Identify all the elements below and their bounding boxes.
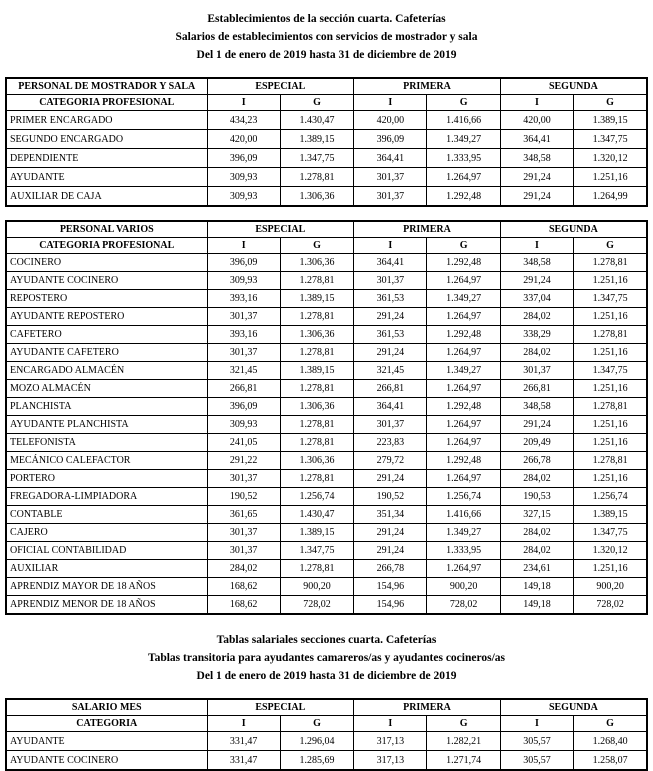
value-cell: 420,00: [354, 111, 427, 130]
row-label: AUXILIAR DE CAJA: [6, 187, 207, 207]
value-cell: 364,41: [354, 149, 427, 168]
table-row: [6, 732, 647, 751]
value-cell: 1.268,40: [574, 732, 647, 751]
doc-title-line-2: Tablas transitoria para ayudantes camareros/as y ayudantes cocineros/as: [147, 652, 506, 664]
value-cell: 1.278,81: [280, 344, 353, 362]
col-header-i: I: [354, 238, 427, 254]
value-cell: 190,53: [500, 488, 573, 506]
value-cell: 1.347,75: [574, 130, 647, 149]
value-cell: 1.251,16: [574, 344, 647, 362]
value-cell: 301,37: [354, 416, 427, 434]
value-cell: 1.349,27: [427, 130, 500, 149]
value-cell: 1.251,16: [574, 380, 647, 398]
value-cell: 190,52: [354, 488, 427, 506]
value-cell: 1.256,74: [427, 488, 500, 506]
col-header-i: I: [207, 95, 280, 111]
col-header-g: G: [574, 238, 647, 254]
table-row: [6, 130, 647, 149]
table-row: [6, 308, 647, 326]
row-label: PLANCHISTA: [6, 398, 207, 416]
row-label: AYUDANTE: [6, 732, 207, 751]
value-cell: 364,41: [500, 130, 573, 149]
value-cell: 1.292,48: [427, 452, 500, 470]
value-cell: 149,18: [500, 578, 573, 596]
subcolumn-header-row: [6, 716, 647, 732]
value-cell: 1.251,16: [574, 416, 647, 434]
value-cell: 1.389,15: [280, 524, 353, 542]
value-cell: 361,53: [354, 290, 427, 308]
subcolumn-header-row: [6, 95, 647, 111]
col-header-g: G: [427, 95, 500, 111]
value-cell: 1.278,81: [280, 168, 353, 187]
col-header-i: I: [500, 716, 573, 732]
value-cell: 1.251,16: [574, 470, 647, 488]
value-cell: 291,24: [354, 308, 427, 326]
group-header-especial: ESPECIAL: [207, 699, 354, 716]
table-row: [6, 488, 647, 506]
category-column-header: CATEGORIA: [6, 716, 207, 732]
value-cell: 1.264,97: [427, 308, 500, 326]
value-cell: 1.264,97: [427, 272, 500, 290]
value-cell: 1.256,74: [574, 488, 647, 506]
table-title-header: PERSONAL VARIOS: [6, 221, 207, 238]
row-label: MECÁNICO CALEFACTOR: [6, 452, 207, 470]
value-cell: 301,37: [354, 168, 427, 187]
table-row: [6, 111, 647, 130]
value-cell: 1.349,27: [427, 362, 500, 380]
row-label: PORTERO: [6, 470, 207, 488]
value-cell: 327,15: [500, 506, 573, 524]
group-header-row: [6, 699, 647, 716]
doc-title-line-3: Del 1 de enero de 2019 hasta 31 de diciembre de 2019: [196, 670, 457, 682]
value-cell: 1.264,97: [427, 560, 500, 578]
value-cell: 266,78: [354, 560, 427, 578]
table-row: [6, 187, 647, 207]
table-row: [6, 560, 647, 578]
table-row: [6, 272, 647, 290]
value-cell: 728,02: [427, 596, 500, 615]
col-header-i: I: [500, 95, 573, 111]
value-cell: 1.306,36: [280, 452, 353, 470]
value-cell: 284,02: [500, 524, 573, 542]
value-cell: 1.389,15: [574, 111, 647, 130]
value-cell: 284,02: [207, 560, 280, 578]
value-cell: 1.278,81: [280, 416, 353, 434]
group-header-primera: PRIMERA: [354, 78, 501, 95]
value-cell: 223,83: [354, 434, 427, 452]
row-label: REPOSTERO: [6, 290, 207, 308]
value-cell: 301,37: [207, 542, 280, 560]
value-cell: 1.278,81: [280, 470, 353, 488]
table-row: [6, 326, 647, 344]
value-cell: 190,52: [207, 488, 280, 506]
value-cell: 1.296,04: [280, 732, 353, 751]
value-cell: 420,00: [207, 130, 280, 149]
value-cell: 1.347,75: [574, 362, 647, 380]
value-cell: 301,37: [207, 524, 280, 542]
value-cell: 291,24: [500, 272, 573, 290]
value-cell: 1.320,12: [574, 149, 647, 168]
value-cell: 1.349,27: [427, 290, 500, 308]
value-cell: 305,57: [500, 732, 573, 751]
table-row: [6, 470, 647, 488]
value-cell: 168,62: [207, 578, 280, 596]
doc-title-line-1: Establecimientos de la sección cuarta. Cafeterías: [207, 13, 446, 25]
row-label: AYUDANTE COCINERO: [6, 272, 207, 290]
col-header-i: I: [354, 95, 427, 111]
value-cell: 1.306,36: [280, 187, 353, 207]
table-row: [6, 452, 647, 470]
value-cell: 241,05: [207, 434, 280, 452]
value-cell: 309,93: [207, 416, 280, 434]
value-cell: 1.256,74: [280, 488, 353, 506]
doc-title-line-2: Salarios de establecimientos con servicios de mostrador y sala: [175, 31, 478, 43]
table-row: [6, 168, 647, 187]
col-header-g: G: [574, 716, 647, 732]
value-cell: 361,65: [207, 506, 280, 524]
value-cell: 1.430,47: [280, 111, 353, 130]
table-row: [6, 416, 647, 434]
value-cell: 1.347,75: [574, 524, 647, 542]
value-cell: 1.347,75: [574, 290, 647, 308]
col-header-i: I: [207, 716, 280, 732]
group-header-segunda: SEGUNDA: [500, 221, 647, 238]
value-cell: 900,20: [574, 578, 647, 596]
value-cell: 1.416,66: [427, 506, 500, 524]
row-label: AYUDANTE COCINERO: [6, 751, 207, 771]
group-header-segunda: SEGUNDA: [500, 699, 647, 716]
table-row: [6, 398, 647, 416]
row-label: OFICIAL CONTABILIDAD: [6, 542, 207, 560]
row-label: PRIMER ENCARGADO: [6, 111, 207, 130]
col-header-i: I: [354, 716, 427, 732]
value-cell: 301,37: [500, 362, 573, 380]
value-cell: 1.258,07: [574, 751, 647, 771]
value-cell: 305,57: [500, 751, 573, 771]
value-cell: 1.251,16: [574, 272, 647, 290]
value-cell: 1.251,16: [574, 308, 647, 326]
col-header-g: G: [427, 716, 500, 732]
row-label: AUXILIAR: [6, 560, 207, 578]
value-cell: 1.278,81: [280, 272, 353, 290]
value-cell: 317,13: [354, 751, 427, 771]
value-cell: 420,00: [500, 111, 573, 130]
value-cell: 309,93: [207, 168, 280, 187]
col-header-i: I: [207, 238, 280, 254]
value-cell: 900,20: [427, 578, 500, 596]
value-cell: 266,81: [207, 380, 280, 398]
value-cell: 1.278,81: [280, 308, 353, 326]
value-cell: 309,93: [207, 187, 280, 207]
value-cell: 348,58: [500, 398, 573, 416]
value-cell: 364,41: [354, 398, 427, 416]
group-header-primera: PRIMERA: [354, 699, 501, 716]
row-label: TELEFONISTA: [6, 434, 207, 452]
value-cell: 1.264,97: [427, 168, 500, 187]
group-header-segunda: SEGUNDA: [500, 78, 647, 95]
table-row: [6, 751, 647, 771]
value-cell: 393,16: [207, 290, 280, 308]
doc-title-line-3: Del 1 de enero de 2019 hasta 31 de diciembre de 2019: [196, 49, 457, 61]
value-cell: 1.347,75: [280, 149, 353, 168]
value-cell: 1.389,15: [280, 130, 353, 149]
value-cell: 284,02: [500, 542, 573, 560]
value-cell: 1.278,81: [574, 326, 647, 344]
value-cell: 291,24: [354, 524, 427, 542]
category-column-header: CATEGORIA PROFESIONAL: [6, 238, 207, 254]
value-cell: 1.278,81: [280, 380, 353, 398]
table-row: [6, 434, 647, 452]
value-cell: 396,09: [207, 149, 280, 168]
value-cell: 291,24: [500, 168, 573, 187]
value-cell: 728,02: [280, 596, 353, 615]
value-cell: 1.389,15: [280, 362, 353, 380]
value-cell: 1.264,99: [574, 187, 647, 207]
value-cell: 364,41: [354, 254, 427, 272]
row-label: AYUDANTE PLANCHISTA: [6, 416, 207, 434]
value-cell: 1.251,16: [574, 560, 647, 578]
value-cell: 309,93: [207, 272, 280, 290]
value-cell: 291,22: [207, 452, 280, 470]
row-label: AYUDANTE REPOSTERO: [6, 308, 207, 326]
value-cell: 1.251,16: [574, 434, 647, 452]
value-cell: 348,58: [500, 254, 573, 272]
value-cell: 291,24: [500, 187, 573, 207]
table-row: [6, 596, 647, 615]
row-label: ENCARGADO ALMACÉN: [6, 362, 207, 380]
subcolumn-header-row: [6, 238, 647, 254]
value-cell: 266,81: [354, 380, 427, 398]
salary-table-mostrador-y-sala: [5, 77, 648, 207]
value-cell: 321,45: [207, 362, 280, 380]
value-cell: 393,16: [207, 326, 280, 344]
value-cell: 1.349,27: [427, 524, 500, 542]
value-cell: 396,09: [354, 130, 427, 149]
value-cell: 149,18: [500, 596, 573, 615]
row-label: CAFETERO: [6, 326, 207, 344]
value-cell: 1.416,66: [427, 111, 500, 130]
document-heading-block-1: [5, 10, 648, 64]
value-cell: 1.264,97: [427, 380, 500, 398]
col-header-g: G: [280, 716, 353, 732]
salary-table-personal-varios: [5, 220, 648, 615]
table-row: [6, 524, 647, 542]
value-cell: 266,81: [500, 380, 573, 398]
value-cell: 168,62: [207, 596, 280, 615]
value-cell: 266,78: [500, 452, 573, 470]
value-cell: 301,37: [207, 344, 280, 362]
col-header-g: G: [427, 238, 500, 254]
col-header-g: G: [574, 95, 647, 111]
value-cell: 209,49: [500, 434, 573, 452]
value-cell: 1.430,47: [280, 506, 353, 524]
col-header-g: G: [280, 238, 353, 254]
value-cell: 1.306,36: [280, 398, 353, 416]
row-label: AYUDANTE CAFETERO: [6, 344, 207, 362]
value-cell: 1.282,21: [427, 732, 500, 751]
value-cell: 291,24: [354, 542, 427, 560]
value-cell: 728,02: [574, 596, 647, 615]
value-cell: 351,34: [354, 506, 427, 524]
table-title-header: PERSONAL DE MOSTRADOR Y SALA: [6, 78, 207, 95]
value-cell: 1.333,95: [427, 149, 500, 168]
value-cell: 317,13: [354, 732, 427, 751]
value-cell: 331,47: [207, 732, 280, 751]
row-label: APRENDIZ MAYOR DE 18 AÑOS: [6, 578, 207, 596]
salary-table-transitoria: [5, 698, 648, 771]
table-row: [6, 542, 647, 560]
table-row: [6, 149, 647, 168]
group-header-primera: PRIMERA: [354, 221, 501, 238]
table-row: [6, 380, 647, 398]
value-cell: 1.264,97: [427, 434, 500, 452]
doc-title-line-1: Tablas salariales secciones cuarta. Cafeterías: [216, 634, 437, 646]
value-cell: 1.306,36: [280, 254, 353, 272]
value-cell: 301,37: [207, 470, 280, 488]
value-cell: 1.278,81: [574, 398, 647, 416]
row-label: DEPENDIENTE: [6, 149, 207, 168]
row-label: MOZO ALMACÉN: [6, 380, 207, 398]
row-label: AYUDANTE: [6, 168, 207, 187]
category-column-header: CATEGORIA PROFESIONAL: [6, 95, 207, 111]
value-cell: 1.278,81: [280, 560, 353, 578]
value-cell: 900,20: [280, 578, 353, 596]
value-cell: 321,45: [354, 362, 427, 380]
table-title-header: SALARIO MES: [6, 699, 207, 716]
value-cell: 1.264,97: [427, 416, 500, 434]
table-row: [6, 578, 647, 596]
value-cell: 284,02: [500, 344, 573, 362]
group-header-especial: ESPECIAL: [207, 221, 354, 238]
value-cell: 291,24: [354, 470, 427, 488]
value-cell: 1.292,48: [427, 326, 500, 344]
value-cell: 1.292,48: [427, 187, 500, 207]
value-cell: 361,53: [354, 326, 427, 344]
row-label: CAJERO: [6, 524, 207, 542]
value-cell: 1.278,81: [280, 434, 353, 452]
value-cell: 1.264,97: [427, 344, 500, 362]
value-cell: 284,02: [500, 470, 573, 488]
group-header-especial: ESPECIAL: [207, 78, 354, 95]
value-cell: 1.320,12: [574, 542, 647, 560]
col-header-i: I: [500, 238, 573, 254]
table-row: [6, 506, 647, 524]
value-cell: 1.292,48: [427, 398, 500, 416]
value-cell: 1.306,36: [280, 326, 353, 344]
row-label: COCINERO: [6, 254, 207, 272]
col-header-g: G: [280, 95, 353, 111]
value-cell: 1.347,75: [280, 542, 353, 560]
value-cell: 434,23: [207, 111, 280, 130]
value-cell: 338,29: [500, 326, 573, 344]
value-cell: 1.271,74: [427, 751, 500, 771]
table-row: [6, 362, 647, 380]
value-cell: 1.333,95: [427, 542, 500, 560]
value-cell: 337,04: [500, 290, 573, 308]
value-cell: 291,24: [500, 416, 573, 434]
value-cell: 301,37: [354, 187, 427, 207]
value-cell: 396,09: [207, 254, 280, 272]
value-cell: 396,09: [207, 398, 280, 416]
table-row: [6, 290, 647, 308]
value-cell: 1.389,15: [280, 290, 353, 308]
row-label: CONTABLE: [6, 506, 207, 524]
table-row: [6, 254, 647, 272]
group-header-row: [6, 78, 647, 95]
document-heading-block-2: [5, 631, 648, 685]
row-label: SEGUNDO ENCARGADO: [6, 130, 207, 149]
value-cell: 301,37: [354, 272, 427, 290]
row-label: APRENDIZ MENOR DE 18 AÑOS: [6, 596, 207, 615]
value-cell: 348,58: [500, 149, 573, 168]
value-cell: 279,72: [354, 452, 427, 470]
value-cell: 1.292,48: [427, 254, 500, 272]
value-cell: 1.278,81: [574, 254, 647, 272]
value-cell: 331,47: [207, 751, 280, 771]
group-header-row: [6, 221, 647, 238]
value-cell: 291,24: [354, 344, 427, 362]
value-cell: 1.389,15: [574, 506, 647, 524]
value-cell: 234,61: [500, 560, 573, 578]
value-cell: 301,37: [207, 308, 280, 326]
table-row: [6, 344, 647, 362]
value-cell: 1.264,97: [427, 470, 500, 488]
row-label: FREGADORA-LIMPIADORA: [6, 488, 207, 506]
value-cell: 1.285,69: [280, 751, 353, 771]
value-cell: 1.278,81: [574, 452, 647, 470]
value-cell: 284,02: [500, 308, 573, 326]
value-cell: 154,96: [354, 578, 427, 596]
value-cell: 154,96: [354, 596, 427, 615]
value-cell: 1.251,16: [574, 168, 647, 187]
